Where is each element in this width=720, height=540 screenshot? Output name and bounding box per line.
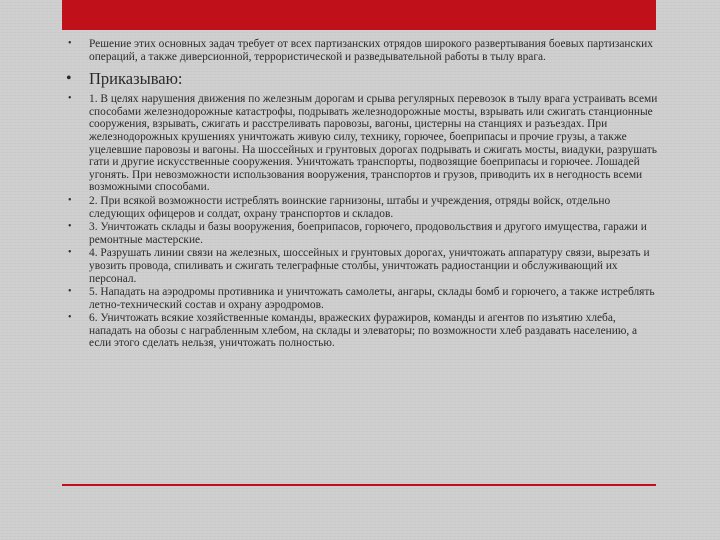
bullet-icon: • bbox=[68, 38, 72, 49]
bullet-icon: • bbox=[68, 93, 72, 105]
top-accent-bar bbox=[62, 0, 656, 30]
heading-order bbox=[62, 69, 658, 89]
order-text: 3. Уничтожать склады и базы вооружения, боеприпасов, горючего, продовольствия и другого имущества, гаражи и ремонтные мастерские. bbox=[89, 221, 647, 246]
order-item-6 bbox=[62, 312, 658, 350]
order-item-2 bbox=[62, 195, 658, 220]
slide-body bbox=[62, 38, 658, 350]
bullet-icon: • bbox=[68, 194, 72, 206]
bottom-accent-rule bbox=[62, 484, 656, 486]
bullet-icon: • bbox=[66, 70, 72, 88]
order-text: 6. Уничтожать всякие хозяйственные команды, вражеских фуражиров, команды и агентов по изъятию хлеба, нападать на обозы с награбленным хлебом, на склады и элеваторы; по возможности хлеб раздавать населению, а если этого сделать нельзя, уничтожать полностью. bbox=[89, 312, 638, 350]
heading-text: Приказываю: bbox=[89, 69, 183, 89]
order-text: 4. Разрушать линии связи на железных, шоссейных и грунтовых дорогах, уничтожать аппаратуру связи, вырезать и увозить провода, спиливать и сжигать телеграфные столбы, уничтожать радиостанции и обслуживающий их персонал. bbox=[89, 247, 650, 285]
order-item-3 bbox=[62, 221, 658, 246]
bullet-icon: • bbox=[68, 221, 72, 233]
paragraph-intro bbox=[62, 38, 658, 63]
order-text: 2. При всякой возможности истреблять воинские гарнизоны, штабы и учреждения, отряды войск, отдельно следующих офицеров и солдат, охрану транспортов и складов. bbox=[89, 194, 611, 220]
order-text: 5. Нападать на аэродромы противника и уничтожать самолеты, ангары, склады бомб и горючего, а также истреблять летно-технический состав и охрану аэродромов. bbox=[89, 286, 655, 311]
paragraph-text: Решение этих основных задач требует от всех партизанских отрядов широкого развертывания боевых партизанских операций, а также диверсионной, террористической и разведывательной работы в тылу врага. bbox=[89, 38, 653, 63]
order-item-4 bbox=[62, 247, 658, 285]
order-item-5 bbox=[62, 286, 658, 311]
bullet-icon: • bbox=[68, 286, 72, 298]
bullet-icon: • bbox=[68, 312, 72, 324]
bullet-icon: • bbox=[68, 247, 72, 259]
order-item-1 bbox=[62, 93, 658, 194]
order-text: 1. В целях нарушения движения по железным дорогам и срыва регулярных перевозок в тылу врага устраивать всеми способами железнодорожные катастрофы, подрывать железнодорожные мосты, взрывать или сжигать станционные сооружения, взрывать, сжигать и расстреливать паровозы, вагоны, цистерны на станциях и разъездах. При железнодорожных крушениях уничтожать живую силу, технику, горючее, боеприпасы и прочие грузы, а также уцелевшие паровозы и вагоны. На шоссейных и грунтовых дорогах подрывать и сжигать мосты, виадуки, разрушать гати и другие искусственные сооружения. Уничтожать транспорты, подвозящие боеприпасы и горючее. Лошадей угонять. При невозможности использования вооружения, транспортов и грузов, приводить их в негодность всеми возможными способами. bbox=[89, 93, 658, 194]
